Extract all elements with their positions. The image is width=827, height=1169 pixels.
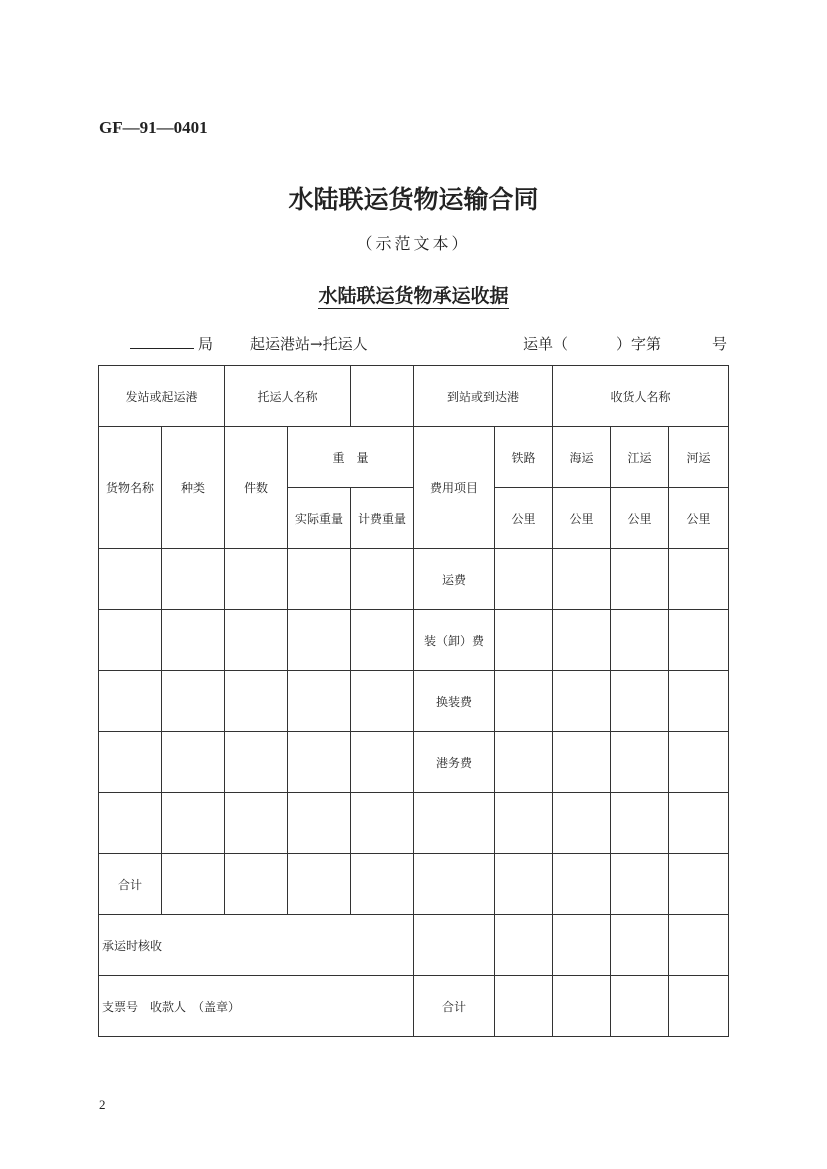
total2-label: 合计	[414, 976, 495, 1037]
destination-header: 到站或到达港	[414, 366, 553, 427]
table-cell[interactable]	[225, 671, 288, 732]
sea-km: 公里	[553, 488, 611, 549]
table-cell[interactable]	[611, 732, 669, 793]
waybill-label: 运单（	[523, 335, 569, 353]
table-cell[interactable]	[414, 854, 495, 915]
pieces-header: 件数	[225, 427, 288, 549]
fee-row	[99, 610, 729, 671]
table-cell[interactable]	[495, 732, 553, 793]
receipt-table	[98, 365, 729, 1037]
table-cell[interactable]	[288, 610, 351, 671]
fee-label-blank[interactable]	[414, 793, 495, 854]
table-cell[interactable]	[99, 732, 162, 793]
table-cell[interactable]	[162, 549, 225, 610]
table-cell[interactable]	[553, 854, 611, 915]
table-cell[interactable]	[162, 671, 225, 732]
document-code: GF—91—0401	[99, 118, 208, 137]
table-cell[interactable]	[288, 732, 351, 793]
table-cell[interactable]	[669, 549, 729, 610]
fee-items-header: 费用项目	[414, 427, 495, 549]
table-cell[interactable]	[99, 793, 162, 854]
table-cell[interactable]	[553, 732, 611, 793]
bureau-field	[130, 333, 213, 354]
table-cell[interactable]	[351, 854, 414, 915]
table-cell[interactable]	[288, 549, 351, 610]
table-cell[interactable]	[611, 671, 669, 732]
table-cell[interactable]	[669, 915, 729, 976]
bureau-label: 局	[198, 335, 214, 353]
header-row-2	[99, 427, 729, 488]
number-label: 号	[712, 335, 728, 353]
table-cell[interactable]	[611, 976, 669, 1037]
table-cell[interactable]	[495, 549, 553, 610]
table-cell[interactable]	[495, 793, 553, 854]
table-cell[interactable]	[669, 976, 729, 1037]
table-cell[interactable]	[495, 976, 553, 1037]
table-cell[interactable]	[225, 732, 288, 793]
fee-row	[99, 671, 729, 732]
route-label: 起运港站→托运人	[250, 335, 368, 353]
table-cell[interactable]	[611, 610, 669, 671]
table-cell[interactable]	[225, 854, 288, 915]
form-heading-text: 水陆联运货物承运收据	[318, 285, 509, 307]
table-cell[interactable]	[351, 732, 414, 793]
header-row-1	[99, 366, 729, 427]
table-cell[interactable]	[669, 610, 729, 671]
total-label: 合计	[99, 854, 162, 915]
total-row	[99, 854, 729, 915]
fee-row	[99, 549, 729, 610]
table-cell[interactable]	[553, 610, 611, 671]
table-cell[interactable]	[414, 915, 495, 976]
table-cell[interactable]	[162, 854, 225, 915]
kind-header: 种类	[162, 427, 225, 549]
stream-header: 河运	[669, 427, 729, 488]
table-cell[interactable]	[225, 610, 288, 671]
table-cell[interactable]	[669, 732, 729, 793]
table-cell[interactable]	[99, 610, 162, 671]
fee-label-port: 港务费	[414, 732, 495, 793]
form-heading	[0, 281, 827, 308]
railway-km: 公里	[495, 488, 553, 549]
table-cell[interactable]	[288, 671, 351, 732]
table-cell[interactable]	[495, 915, 553, 976]
table-cell[interactable]	[99, 549, 162, 610]
table-cell[interactable]	[611, 854, 669, 915]
fee-label-transshipment: 换装费	[414, 671, 495, 732]
table-cell[interactable]	[225, 793, 288, 854]
table-cell[interactable]	[288, 854, 351, 915]
actual-weight-header: 实际重量	[288, 488, 351, 549]
goods-name-header: 货物名称	[99, 427, 162, 549]
table-cell[interactable]	[553, 976, 611, 1037]
table-cell[interactable]	[99, 671, 162, 732]
river-km: 公里	[611, 488, 669, 549]
origin-header: 发站或起运港	[99, 366, 225, 427]
table-cell[interactable]	[553, 915, 611, 976]
bureau-blank[interactable]	[130, 334, 194, 349]
table-cell[interactable]	[351, 610, 414, 671]
table-cell[interactable]	[351, 549, 414, 610]
check-label: 承运时核收	[99, 915, 414, 976]
consignee-header: 收货人名称	[553, 366, 729, 427]
check-row	[99, 915, 729, 976]
table-cell[interactable]	[553, 549, 611, 610]
fee-row	[99, 793, 729, 854]
charged-weight-header: 计费重量	[351, 488, 414, 549]
table-cell[interactable]	[288, 793, 351, 854]
sea-header: 海运	[553, 427, 611, 488]
table-cell[interactable]	[669, 854, 729, 915]
ticket-label: 支票号 收款人 （盖章）	[99, 976, 414, 1037]
weight-header: 重 量	[288, 427, 414, 488]
table-cell[interactable]	[669, 793, 729, 854]
document-title: 水陆联运货物运输合同	[288, 185, 539, 214]
table-cell[interactable]	[351, 671, 414, 732]
railway-header: 铁路	[495, 427, 553, 488]
table-cell[interactable]	[225, 549, 288, 610]
waybill-mid-label: ）字第	[616, 335, 662, 353]
fee-label-loading: 装（卸）费	[414, 610, 495, 671]
shipper-header: 托运人名称	[225, 366, 351, 427]
table-cell[interactable]	[162, 610, 225, 671]
page-number: 2	[99, 1097, 106, 1112]
table-cell[interactable]	[495, 671, 553, 732]
table-cell[interactable]	[162, 793, 225, 854]
ticket-row	[99, 976, 729, 1037]
table-cell[interactable]	[611, 793, 669, 854]
table-cell[interactable]	[553, 671, 611, 732]
document-subtitle: （示范文本）	[356, 234, 471, 253]
table-cell[interactable]	[611, 549, 669, 610]
river-header: 江运	[611, 427, 669, 488]
table-cell[interactable]	[495, 854, 553, 915]
shipper-value-cell[interactable]	[351, 366, 414, 427]
table-cell[interactable]	[669, 671, 729, 732]
fee-row	[99, 732, 729, 793]
table-cell[interactable]	[495, 610, 553, 671]
table-cell[interactable]	[162, 732, 225, 793]
fee-label-freight: 运费	[414, 549, 495, 610]
stream-km: 公里	[669, 488, 729, 549]
table-cell[interactable]	[553, 793, 611, 854]
table-cell[interactable]	[611, 915, 669, 976]
table-cell[interactable]	[351, 793, 414, 854]
